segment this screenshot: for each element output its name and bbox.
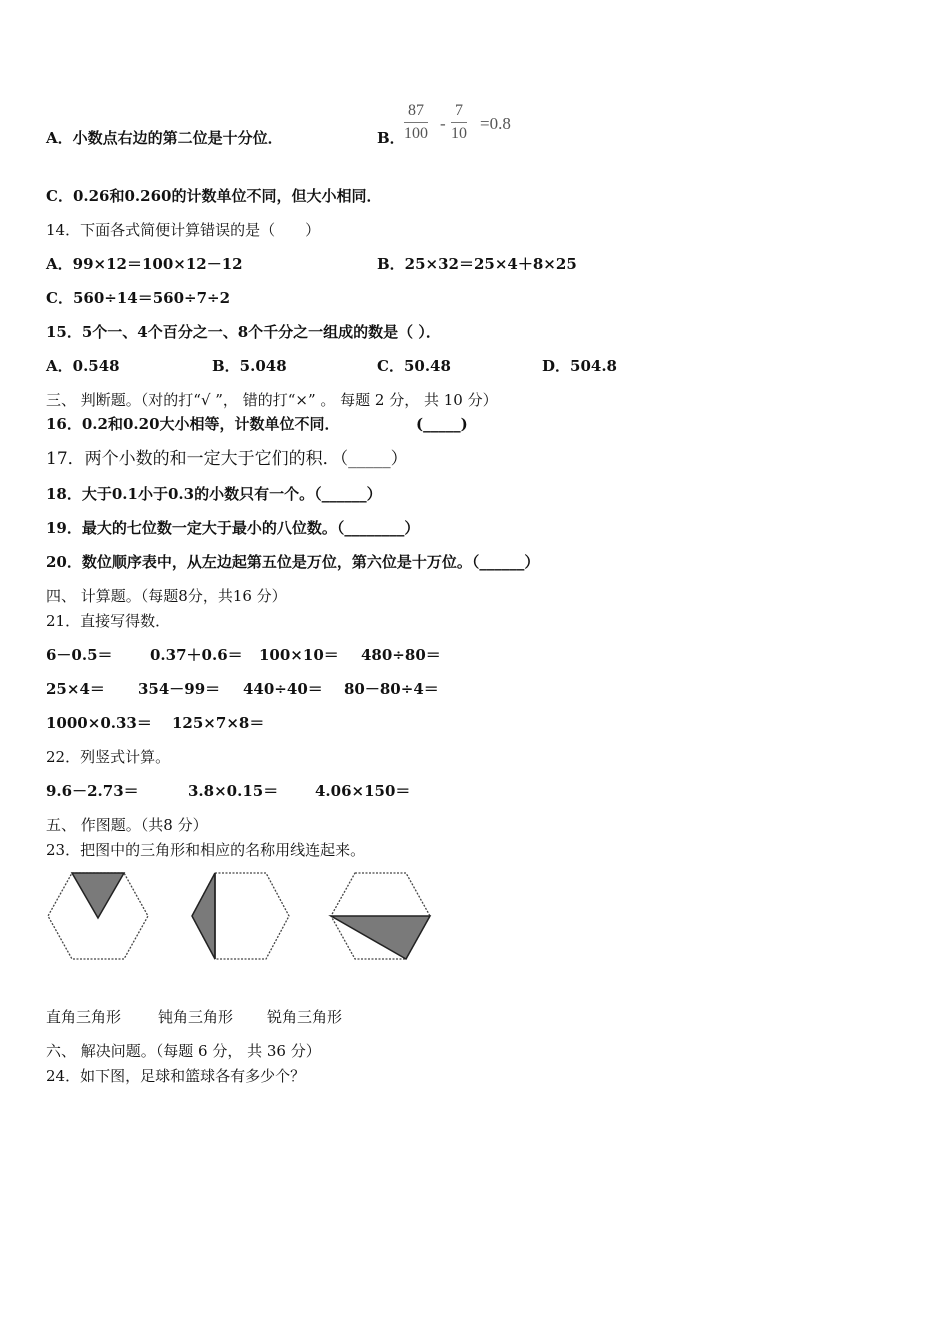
q14-option-b: B．25×32＝25×4＋8×25 — [377, 255, 577, 273]
calc-item: 0.37＋0.6＝ — [150, 646, 243, 664]
q18-text: 18．大于0.1小于0.3的小数只有一个。（______） — [46, 485, 382, 503]
section-4-title: 四、 计算题。（每题8分，共16 分） — [46, 587, 287, 605]
calc-item: 480÷80＝ — [361, 646, 441, 664]
q14-option-a: A．99×12＝100×12－12 — [46, 255, 243, 273]
shaded-triangle — [72, 873, 124, 918]
triangle-name-right: 直角三角形 — [46, 1008, 122, 1026]
q15-option-b: B．5.048 — [212, 357, 287, 375]
triangle-name-acute: 锐角三角形 — [267, 1008, 343, 1026]
calc-item: 25×4＝ — [46, 680, 105, 698]
fraction-numerator: 7 — [451, 102, 467, 123]
hexagon-figure-1 — [48, 873, 148, 959]
fraction-denominator: 10 — [451, 125, 467, 142]
q13-minus-sign: - — [440, 114, 446, 133]
hexagon-figure-2 — [192, 873, 289, 959]
q23-stem: 23．把图中的三角形和相应的名称用线连起来。 — [46, 841, 366, 859]
q14-stem: 14．下面各式简便计算错误的是（ ） — [46, 221, 321, 239]
q13-option-b-label: B． — [377, 129, 405, 147]
calc-item: 125×7×8＝ — [172, 714, 265, 732]
fraction-denominator: 100 — [404, 125, 428, 142]
calc-item: 1000×0.33＝ — [46, 714, 152, 732]
q13-option-c: C．0.26和0.260的计数单位不同，但大小相同． — [46, 187, 382, 205]
calc-item: 440÷40＝ — [243, 680, 323, 698]
triangle-name-obtuse: 钝角三角形 — [158, 1008, 234, 1026]
calc-item: 6－0.5＝ — [46, 646, 113, 664]
calc-item: 354－99＝ — [138, 680, 221, 698]
fraction-numerator: 87 — [404, 102, 428, 123]
q13-fraction-2 — [451, 102, 467, 143]
hexagon-figures — [44, 868, 444, 968]
vertical-calc-item: 4.06×150＝ — [315, 782, 411, 800]
q15-option-c: C．50.48 — [377, 357, 451, 375]
q17-text: 17．两个小数的和一定大于它们的积．（_____） — [46, 449, 408, 469]
q15-option-a: A．0.548 — [46, 357, 120, 375]
q21-stem: 21．直接写得数． — [46, 612, 171, 630]
q24-stem: 24．如下图，足球和篮球各有多少个？ — [46, 1067, 306, 1085]
q13-equals-value: =0.8 — [480, 114, 511, 133]
vertical-calc-item: 3.8×0.15＝ — [188, 782, 279, 800]
q15-stem: 15．5个一、4个百分之一、8个千分之一组成的数是（ ）． — [46, 323, 441, 341]
q13-option-a: A．小数点右边的第二位是十分位． — [46, 129, 283, 147]
vertical-calc-item: 9.6－2.73＝ — [46, 782, 139, 800]
q19-text: 19．最大的七位数一定大于最小的八位数。（________） — [46, 519, 420, 537]
hexagon-figure-3 — [331, 873, 430, 959]
q13-fraction-1 — [404, 102, 428, 143]
section-3-title: 三、 判断题。（对的打“√ ”， 错的打“×” 。 每题 2 分， 共 10 分） — [46, 391, 498, 409]
section-5-title: 五、 作图题。（共8 分） — [46, 816, 208, 834]
shaded-triangle — [192, 873, 215, 959]
q22-stem: 22．列竖式计算。 — [46, 748, 171, 766]
q16-answer-blank: (_____) — [416, 415, 468, 433]
calc-item: 100×10＝ — [259, 646, 339, 664]
q16-text: 16．0.2和0.20大小相等，计数单位不同． — [46, 415, 340, 433]
section-6-title: 六、 解决问题。（每题 6 分， 共 36 分） — [46, 1042, 321, 1060]
q15-option-d: D．504.8 — [542, 357, 617, 375]
q14-option-c: C．560÷14＝560÷7÷2 — [46, 289, 231, 307]
shaded-triangle — [331, 916, 430, 959]
q20-text: 20．数位顺序表中，从左边起第五位是万位，第六位是十万位。（______） — [46, 553, 540, 571]
calc-item: 80－80÷4＝ — [344, 680, 439, 698]
